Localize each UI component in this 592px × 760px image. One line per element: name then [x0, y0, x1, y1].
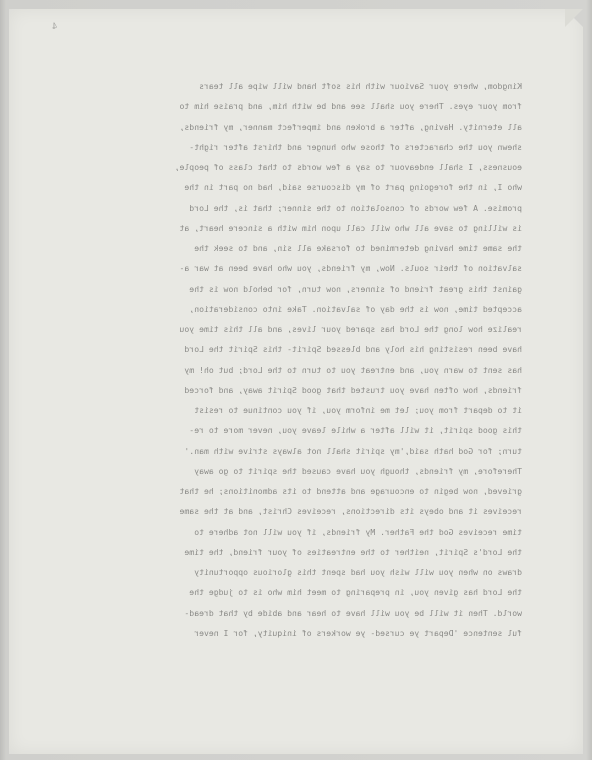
- text-line-3: all eternity. Having, after a broken and imperfect manner, my friends,: [179, 121, 522, 132]
- text-line-19: turn; for God hath said,'my spirit shall not always strive with man.': [184, 445, 522, 456]
- text-line-23: time receives God the Father. My friends, if you will not adhere to: [194, 526, 522, 537]
- typed-text-block: [52, 76, 522, 643]
- text-line-14: have been resisting his holy and blessed Spirit- this Spirit the Lord: [184, 344, 522, 355]
- text-line-4: shewn you the characters of those who hunger and thirst after right-: [189, 141, 522, 152]
- folded-corner: [565, 9, 583, 27]
- page-number: 4: [52, 22, 58, 31]
- text-line-1: Kingdom, where your Saviour with his soft hand will wipe all tears: [199, 81, 522, 91]
- text-line-8: is willing to save all who will call upon him with a sincere heart, at: [179, 222, 522, 233]
- text-line-12: accepted time, now is the day of salvation. Take into consideration,: [189, 303, 522, 314]
- text-line-15: has sent to warn you, and entreat you to turn to the Lord; but oh! my: [184, 364, 522, 375]
- text-line-21: grieved, now begin to encourage and attend to its admonitions; he that: [179, 486, 522, 496]
- text-line-18: this good spirit, it will after a while leave you, never more to re-: [189, 425, 522, 436]
- text-line-26: the Lord has given you, in preparing to meet him who is to judge the: [189, 587, 522, 598]
- text-line-24: the Lord's Spirit, neither to the entreaties of your friend, the time: [184, 546, 522, 557]
- text-line-22: receives it and obeys its directions, receives Christ, and at the same: [179, 506, 522, 517]
- text-line-17: it to depart from you; let me inform you, if you continue to resist: [194, 405, 522, 415]
- text-line-9: the same time having determined to forsake all sin, and to seek the: [194, 243, 522, 253]
- text-line-13: realize how long the Lord has spared your lives, and all this time you: [179, 324, 522, 334]
- text-line-20: Therefore, my friends, though you have caused the spirit to go away: [194, 465, 522, 476]
- text-line-2: from your eyes. There you shall see and be with him, and praise him to: [179, 101, 522, 112]
- text-line-10: salvation of their souls. Now, my friends, you who have been at war a-: [179, 263, 522, 274]
- text-line-25: draws on when you will wish you had spent this glorious opportunity: [194, 567, 522, 577]
- text-line-5: eousness, I shall endeavour to say a few words to that class of people,: [174, 162, 522, 172]
- text-line-27: world. Then it will be you will have to hear and abide by that dread-: [184, 607, 522, 618]
- text-line-6: who I, in the foregoing part of my discourse said, had no part in the: [184, 182, 522, 193]
- text-line-11: gainst this great friend of sinners, now turn, for behold now is the: [189, 283, 522, 294]
- text-line-7: promise. A few words of consolation to the sinner; that is, the Lord: [189, 202, 522, 213]
- text-line-28: ful sentence 'Depart ye cursed- ye workers of iniquity, for I never: [194, 627, 522, 638]
- text-line-16: friends, how often have you trusted that good Spirit away, and forced: [184, 384, 522, 395]
